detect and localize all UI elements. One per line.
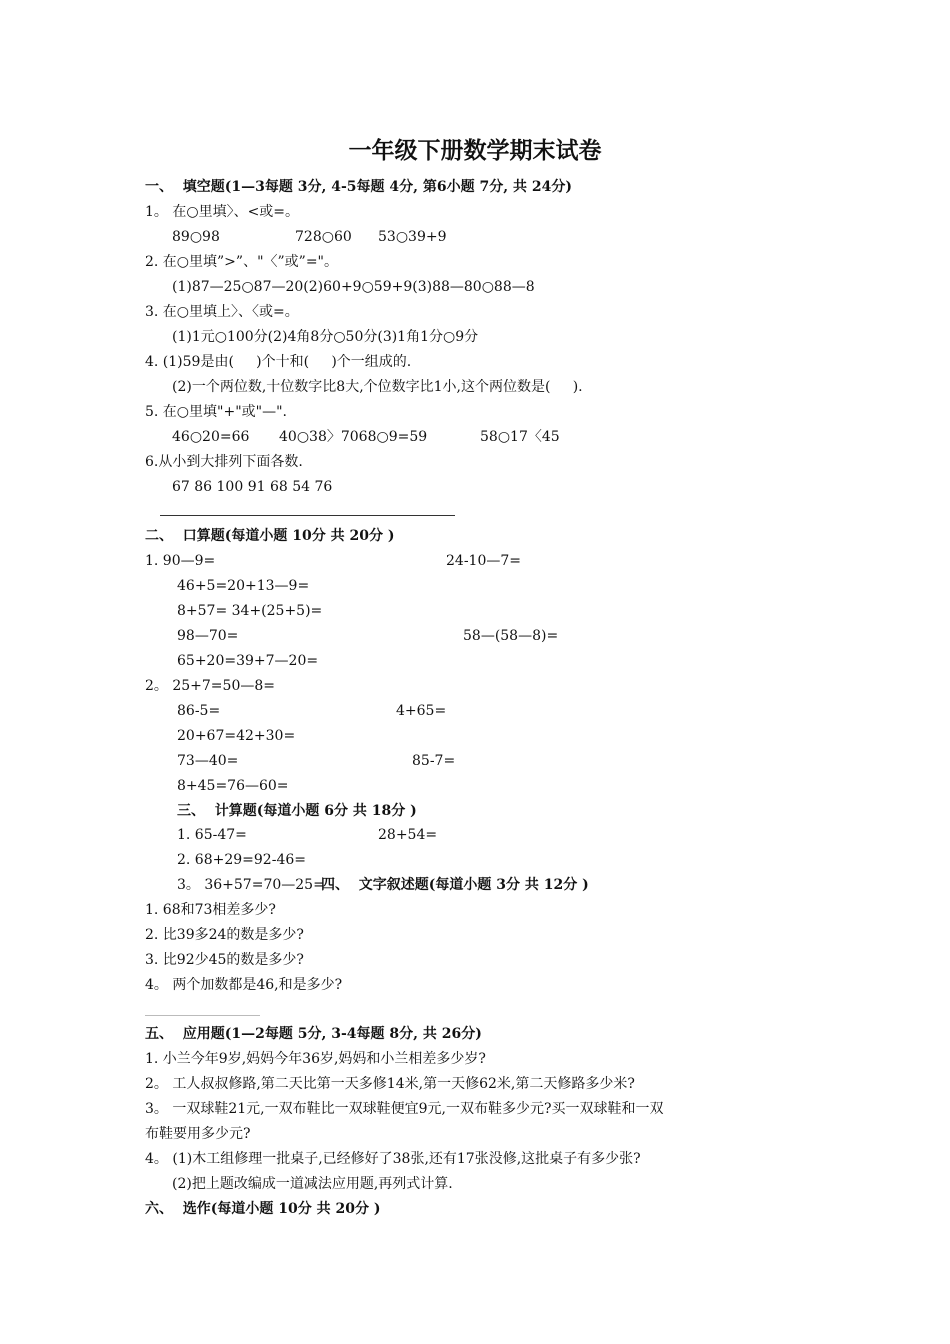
s1-question-1: 1。 在○里填〉、<或=。 — [145, 204, 300, 220]
s3-question-3: 3。 36+57=70—25= — [177, 877, 325, 893]
s1-q5-item-b: 40○38〉7068○9=59 — [279, 429, 428, 445]
section-divider — [145, 1015, 260, 1016]
section-3-heading: 三、 计算题(每道小题 6分 共 18分 ) — [177, 803, 417, 819]
s2-row-3: 8+57= 34+(25+5)= — [177, 603, 323, 619]
s4-question-4: 4。 两个加数都是46,和是多少? — [145, 977, 343, 993]
s1-q3-items: (1)1元○100分(2)4角8分○50分(3)1角1分○9分 — [172, 329, 479, 345]
s2-row-4a: 98—70= — [177, 628, 239, 644]
s5-question-4: 4。 (1)木工组修理一批桌子,已经修好了38张,还有17张没修,这批桌子有多少张? — [145, 1151, 641, 1167]
s1-q1-item-b: 728○60 — [295, 229, 352, 245]
section-4-heading: 四、 文字叙述题(每道小题 3分 共 12分 ) — [321, 877, 589, 893]
section-5-heading: 五、 应用题(1—2每题 5分, 3-4每题 8分, 共 26分) — [145, 1026, 482, 1042]
s2-row-8: 20+67=42+30= — [177, 728, 296, 744]
s2-row-7b: 4+65= — [396, 703, 447, 719]
s1-q6-numbers: 67 86 100 91 68 54 76 — [172, 479, 333, 495]
s2-row-7a: 86-5= — [177, 703, 221, 719]
s5-question-4-part-2: (2)把上题改编成一道减法应用题,再列式计算. — [172, 1176, 453, 1192]
s1-q2-items: (1)87—25○87—20(2)60+9○59+9(3)88—80○88—8 — [172, 279, 535, 295]
s2-row-1b: 24-10—7= — [446, 553, 521, 569]
s5-question-3-continued: 布鞋要用多少元? — [145, 1126, 251, 1142]
answer-line — [160, 515, 455, 516]
s1-q1-item-c: 53○39+9 — [378, 229, 447, 245]
s1-question-3: 3. 在○里填上〉、〈或=。 — [145, 304, 299, 320]
s3-question-1b: 28+54= — [378, 827, 438, 843]
s2-row-5: 65+20=39+7—20= — [177, 653, 319, 669]
s1-question-2: 2. 在○里填”>”、"〈”或”="。 — [145, 254, 338, 270]
s3-question-2: 2. 68+29=92-46= — [177, 852, 306, 868]
page-title: 一年级下册数学期末试卷 — [348, 137, 602, 164]
s2-row-1a: 1. 90—9= — [145, 553, 216, 569]
s1-q5-item-a: 46○20=66 — [172, 429, 250, 445]
s1-q1-item-a: 89○98 — [172, 229, 220, 245]
s5-question-2: 2。 工人叔叔修路,第二天比第一天多修14米,第一天修62米,第二天修路多少米? — [145, 1076, 635, 1092]
s1-question-6: 6.从小到大排列下面各数. — [145, 454, 303, 470]
s2-row-10: 8+45=76—60= — [177, 778, 289, 794]
s4-question-3: 3. 比92少45的数是多少? — [145, 952, 304, 968]
s4-question-2: 2. 比39多24的数是多少? — [145, 927, 304, 943]
s5-question-1: 1. 小兰今年9岁,妈妈今年36岁,妈妈和小兰相差多少岁? — [145, 1051, 486, 1067]
section-2-heading: 二、 口算题(每道小题 10分 共 20分 ) — [145, 528, 395, 544]
s2-row-4b: 58—(58—8)= — [463, 628, 559, 644]
section-6-heading: 六、 选作(每道小题 10分 共 20分 ) — [145, 1201, 381, 1217]
s5-question-3: 3。 一双球鞋21元,一双布鞋比一双球鞋便宜9元,一双布鞋多少元?买一双球鞋和一双 — [145, 1101, 664, 1117]
s2-row-9a: 73—40= — [177, 753, 239, 769]
s1-q4-part-2: (2)一个两位数,十位数字比8大,个位数字比1小,这个两位数是( ). — [172, 379, 583, 395]
s4-question-1: 1. 68和73相差多少? — [145, 902, 276, 918]
s2-row-6: 2。 25+7=50—8= — [145, 678, 275, 694]
s1-question-4: 4. (1)59是由( )个十和( )个一组成的. — [145, 354, 412, 370]
s2-row-9b: 85-7= — [412, 753, 456, 769]
s2-row-2: 46+5=20+13—9= — [177, 578, 310, 594]
section-1-heading: 一、 填空题(1—3每题 3分, 4-5每题 4分, 第6小题 7分, 共 24分) — [145, 179, 572, 195]
s1-question-5: 5. 在○里填"+"或"—". — [145, 404, 287, 420]
s1-q5-item-c: 58○17〈45 — [480, 429, 560, 445]
s3-question-1a: 1. 65-47= — [177, 827, 247, 843]
